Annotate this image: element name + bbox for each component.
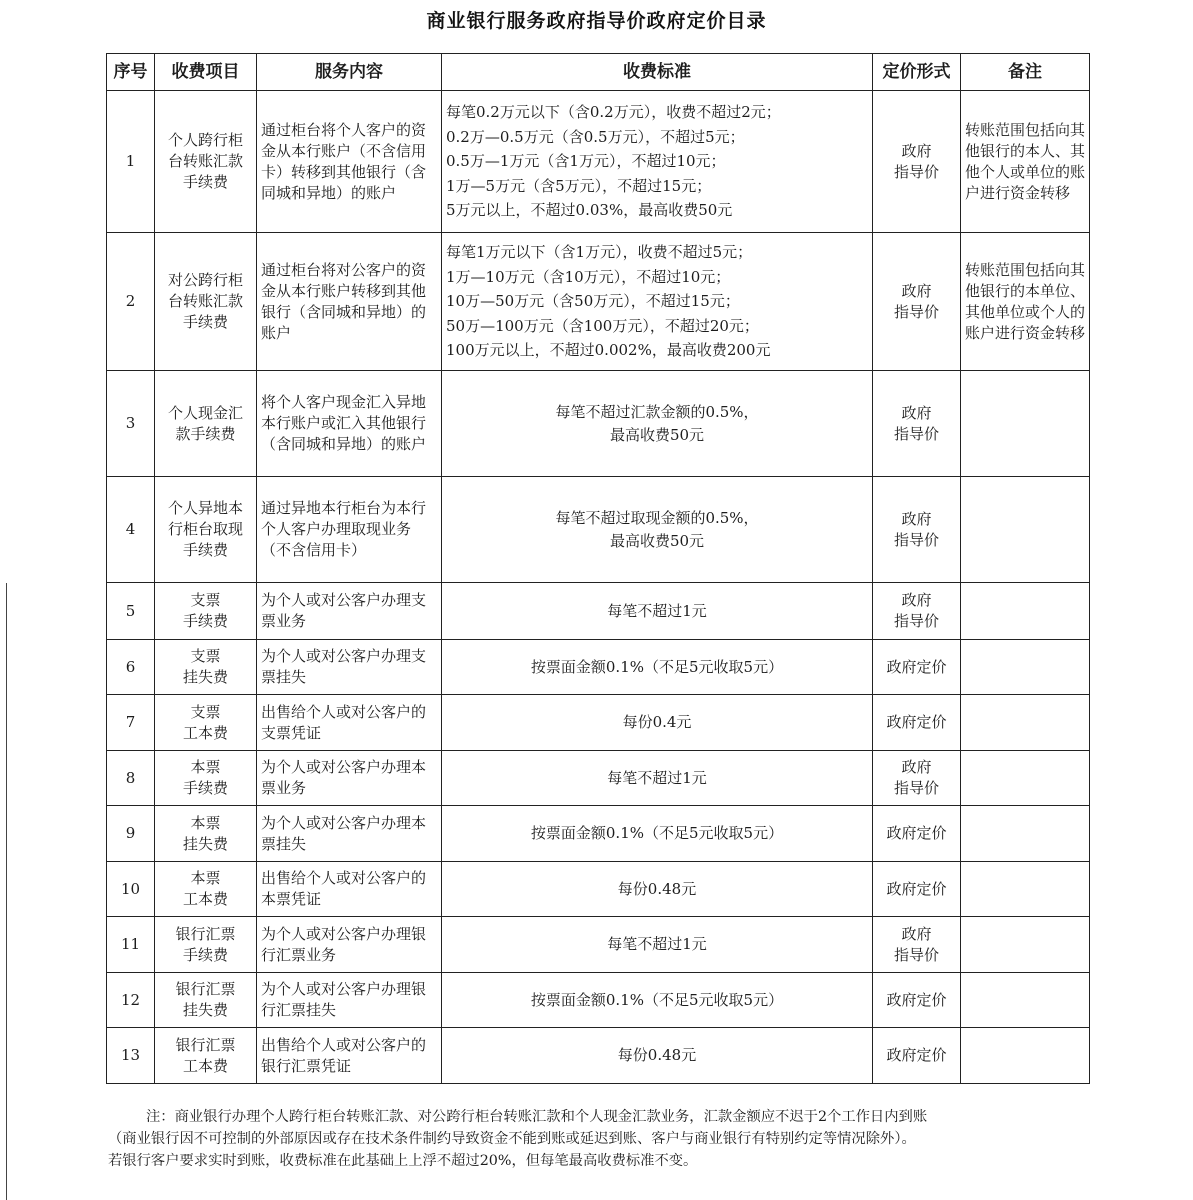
table-row <box>107 371 1090 477</box>
fee-standard <box>442 233 873 371</box>
remark <box>961 862 1090 917</box>
fee-item <box>155 640 257 695</box>
table-row <box>107 751 1090 806</box>
fee-item-line: 支票 <box>190 647 221 665</box>
fee-standard-line: 每笔不超过1元 <box>607 601 707 620</box>
service-content: 为个人或对公客户办理支票业务 <box>257 583 442 640</box>
pricing-form <box>873 640 961 695</box>
row-number: 2 <box>107 233 155 371</box>
fee-item <box>155 91 257 233</box>
table-row <box>107 1028 1090 1084</box>
fee-item-line: 支票 <box>190 591 221 609</box>
fee-table <box>106 53 1090 1084</box>
fee-item-line: 挂失费 <box>182 668 228 686</box>
service-content: 通过柜台将对公客户的资金从本行账户转移到其他银行（含同城和异地）的账户 <box>257 233 442 371</box>
fee-item-line: 个人现金汇 <box>167 403 243 422</box>
table-row <box>107 695 1090 751</box>
table-row <box>107 477 1090 583</box>
fee-item-line: 个人异地本 <box>167 499 243 517</box>
page-title: 商业银行服务政府指导价政府定价目录 <box>426 10 767 32</box>
footnote <box>108 1106 1088 1172</box>
fee-standard-line: 每笔不超过汇款金额的0.5%， <box>555 402 759 421</box>
fee-standard-line: 按票面金额0.1%（不足5元收取5元） <box>530 824 784 842</box>
fee-standard <box>442 640 873 695</box>
fee-item <box>155 1028 257 1084</box>
service-content: 通过异地本行柜台为本行个人客户办理取现业务（不含信用卡） <box>257 477 442 583</box>
fee-item-line: 行柜台取现 <box>167 520 243 538</box>
fee-item <box>155 477 257 583</box>
fee-item-line: 手续费 <box>182 313 228 331</box>
fee-standard-line: 每笔不超过1元 <box>607 768 707 787</box>
fee-item <box>155 371 257 477</box>
fee-standard <box>442 806 873 862</box>
fee-standard-line: 50万—100万元（含100万元），不超过20元； <box>446 316 759 335</box>
fee-standard <box>442 862 873 917</box>
pricing-form <box>873 233 961 371</box>
pricing-form <box>873 91 961 233</box>
header-no: 序号 <box>107 54 155 91</box>
footnote-line-2: （商业银行因不可控制的外部原因或存在技术条件制约导致资金不能到账或延迟到账、客户与商业银行有特别约定等情况除外）。 <box>108 1131 916 1147</box>
fee-item <box>155 806 257 862</box>
fee-standard <box>442 1028 873 1084</box>
pricing-form-line: 指导价 <box>893 162 939 181</box>
service-content: 出售给个人或对公客户的本票凭证 <box>257 862 442 917</box>
table-row <box>107 91 1090 233</box>
row-number: 5 <box>107 583 155 640</box>
fee-standard-line: 按票面金额0.1%（不足5元收取5元） <box>530 657 784 676</box>
fee-standard-line: 1万—10万元（含10万元），不超过10元； <box>446 267 731 286</box>
table-row <box>107 806 1090 862</box>
table-row <box>107 862 1090 917</box>
fee-item-line: 款手续费 <box>175 424 236 443</box>
fee-item-line: 本票 <box>190 813 221 832</box>
remark <box>961 371 1090 477</box>
fee-standard-line: 每笔不超过取现金额的0.5%， <box>555 508 759 527</box>
service-content: 为个人或对公客户办理本票业务 <box>257 751 442 806</box>
row-number: 4 <box>107 477 155 583</box>
table-row <box>107 973 1090 1028</box>
pricing-form-line: 政府定价 <box>886 713 947 731</box>
row-number: 6 <box>107 640 155 695</box>
fee-item <box>155 583 257 640</box>
pricing-form-line: 指导价 <box>893 424 939 443</box>
row-number: 8 <box>107 751 155 806</box>
service-content: 为个人或对公客户办理支票挂失 <box>257 640 442 695</box>
row-number: 12 <box>107 973 155 1028</box>
fee-standard-line: 每份0.4元 <box>622 713 692 731</box>
remark <box>961 640 1090 695</box>
fee-item <box>155 751 257 806</box>
pricing-form-line: 指导价 <box>893 612 939 630</box>
fee-standard-line: 5万元以上，不超过0.03%，最高收费50元 <box>446 201 733 220</box>
table-row <box>107 917 1090 973</box>
row-number: 10 <box>107 862 155 917</box>
fee-standard-line: 最高收费50元 <box>609 425 705 444</box>
row-number: 9 <box>107 806 155 862</box>
header-item: 收费项目 <box>155 54 257 91</box>
row-number: 3 <box>107 371 155 477</box>
fee-item <box>155 233 257 371</box>
pricing-form <box>873 806 961 862</box>
fee-table-body <box>107 91 1090 1084</box>
pricing-form <box>873 751 961 806</box>
fee-item-line: 对公跨行柜 <box>167 271 243 289</box>
pricing-form-line: 指导价 <box>893 302 939 321</box>
row-number: 1 <box>107 91 155 233</box>
pricing-form-line: 政府 <box>901 758 932 776</box>
remark <box>961 477 1090 583</box>
pricing-form-line: 政府定价 <box>886 1046 947 1064</box>
fee-item-line: 本票 <box>190 758 221 776</box>
table-header-row <box>107 54 1090 91</box>
fee-standard-line: 每笔1万元以下（含1万元），收费不超过5元； <box>446 243 753 262</box>
fee-standard-line: 最高收费50元 <box>609 531 705 550</box>
header-pricing-form: 定价形式 <box>873 54 961 91</box>
fee-item-line: 手续费 <box>182 779 228 797</box>
fee-item <box>155 695 257 751</box>
pricing-form <box>873 477 961 583</box>
fee-standard-line: 按票面金额0.1%（不足5元收取5元） <box>530 990 784 1009</box>
fee-standard <box>442 477 873 583</box>
fee-standard <box>442 91 873 233</box>
fee-item-line: 台转账汇款 <box>167 152 243 170</box>
pricing-form-line: 指导价 <box>893 779 939 797</box>
fee-item-line: 银行汇票 <box>175 924 236 943</box>
fee-standard-line: 每笔不超过1元 <box>607 935 707 953</box>
pricing-form <box>873 973 961 1028</box>
pricing-form-line: 政府 <box>901 141 932 160</box>
fee-item-line: 个人跨行柜 <box>167 131 243 149</box>
table-row <box>107 640 1090 695</box>
remark <box>961 583 1090 640</box>
pricing-form-line: 政府 <box>901 403 932 422</box>
fee-standard <box>442 751 873 806</box>
pricing-form-line: 政府 <box>901 281 932 300</box>
fee-item-line: 支票 <box>190 702 221 721</box>
service-content: 通过柜台将个人客户的资金从本行账户（不含信用卡）转移到其他银行（含同城和异地）的账户 <box>257 91 442 233</box>
page-margin-line <box>6 583 7 1200</box>
pricing-form-line: 政府定价 <box>886 657 947 676</box>
fee-standard-line: 1万—5万元（含5万元），不超过15元； <box>446 176 712 195</box>
remark <box>961 973 1090 1028</box>
fee-standard <box>442 371 873 477</box>
pricing-form <box>873 917 961 973</box>
fee-standard <box>442 973 873 1028</box>
footnote-line-3: 若银行客户要求实时到账，收费标准在此基础上上浮不超过20%，但每笔最高收费标准不变。 <box>108 1153 698 1169</box>
remark <box>961 917 1090 973</box>
fee-item-line: 手续费 <box>182 173 228 191</box>
pricing-form <box>873 862 961 917</box>
fee-standard-line: 每份0.48元 <box>617 879 697 898</box>
remark <box>961 806 1090 862</box>
fee-standard <box>442 583 873 640</box>
fee-item-line: 银行汇票 <box>175 1035 236 1054</box>
service-content: 出售给个人或对公客户的银行汇票凭证 <box>257 1028 442 1084</box>
fee-item <box>155 917 257 973</box>
fee-standard-line: 每份0.48元 <box>617 1046 697 1064</box>
fee-item-line: 手续费 <box>182 945 228 964</box>
pricing-form <box>873 1028 961 1084</box>
fee-standard <box>442 695 873 751</box>
fee-item-line: 银行汇票 <box>175 980 236 998</box>
remark: 转账范围包括向其他银行的本单位、其他单位或个人的账户进行资金转移 <box>961 233 1090 371</box>
pricing-form <box>873 583 961 640</box>
row-number: 11 <box>107 917 155 973</box>
pricing-form-line: 指导价 <box>893 945 939 964</box>
fee-standard-line: 10万—50万元（含50万元），不超过15元； <box>446 292 740 311</box>
service-content: 为个人或对公客户办理本票挂失 <box>257 806 442 862</box>
fee-item-line: 本票 <box>190 869 221 887</box>
remark: 转账范围包括向其他银行的本人、其他个人或单位的账户进行资金转移 <box>961 91 1090 233</box>
header-note: 备注 <box>961 54 1090 91</box>
header-standard: 收费标准 <box>442 54 873 91</box>
service-content: 将个人客户现金汇入异地本行账户或汇入其他银行（含同城和异地）的账户 <box>257 371 442 477</box>
fee-standard-line: 每笔0.2万元以下（含0.2万元），收费不超过2元； <box>446 103 781 122</box>
remark <box>961 1028 1090 1084</box>
fee-item-line: 工本费 <box>182 723 228 742</box>
footnote-line-1: 注：商业银行办理个人跨行柜台转账汇款、对公跨行柜台转账汇款和个人现金汇款业务，汇款金额应不迟于2个工作日内到账 <box>146 1109 928 1125</box>
pricing-form-line: 政府 <box>901 509 932 528</box>
pricing-form-line: 指导价 <box>893 530 939 549</box>
remark <box>961 751 1090 806</box>
service-content: 出售给个人或对公客户的支票凭证 <box>257 695 442 751</box>
fee-item-line: 台转账汇款 <box>167 292 243 310</box>
fee-item <box>155 973 257 1028</box>
fee-item-line: 手续费 <box>182 612 228 630</box>
pricing-form <box>873 371 961 477</box>
fee-item-line: 挂失费 <box>182 1001 228 1019</box>
header-content: 服务内容 <box>257 54 442 91</box>
row-number: 7 <box>107 695 155 751</box>
pricing-form <box>873 695 961 751</box>
pricing-form-line: 政府 <box>901 924 932 943</box>
service-content: 为个人或对公客户办理银行汇票挂失 <box>257 973 442 1028</box>
pricing-form-line: 政府定价 <box>886 824 947 842</box>
fee-item-line: 工本费 <box>182 890 228 908</box>
pricing-form-line: 政府定价 <box>886 990 947 1009</box>
table-row <box>107 583 1090 640</box>
fee-standard <box>442 917 873 973</box>
remark <box>961 695 1090 751</box>
service-content: 为个人或对公客户办理银行汇票业务 <box>257 917 442 973</box>
fee-standard-line: 0.2万—0.5万元（含0.5万元），不超过5元； <box>446 127 745 146</box>
pricing-form-line: 政府定价 <box>886 879 947 898</box>
table-row <box>107 233 1090 371</box>
fee-item <box>155 862 257 917</box>
pricing-form-line: 政府 <box>901 591 932 609</box>
fee-item-line: 工本费 <box>182 1056 228 1075</box>
fee-item-line: 挂失费 <box>182 834 228 853</box>
row-number: 13 <box>107 1028 155 1084</box>
fee-standard-line: 0.5万—1万元（含1万元），不超过10元； <box>446 152 726 171</box>
fee-item-line: 手续费 <box>182 541 228 559</box>
fee-standard-line: 100万元以上，不超过0.002%，最高收费200元 <box>446 341 771 360</box>
